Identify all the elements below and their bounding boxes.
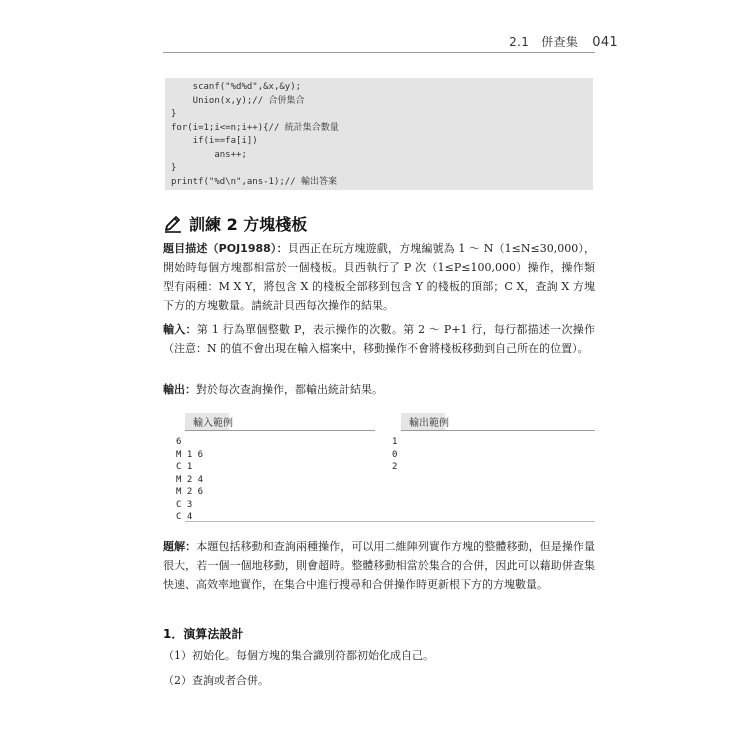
code-line: Union(x,y);// 合併集合 xyxy=(171,95,305,106)
code-block xyxy=(165,78,593,190)
sample-input-line: C 1 xyxy=(176,462,193,472)
problem-label: 題目描述（POJ1988）： xyxy=(163,242,288,255)
code-line: ans++; xyxy=(171,149,247,160)
problem-description xyxy=(163,239,595,315)
output-text: 對於每次查詢操作，都輸出統計結果。 xyxy=(196,383,383,396)
code-line: } xyxy=(171,163,177,173)
sample-output-column xyxy=(392,413,595,474)
code-line: scanf("%d%d",&x,&y); xyxy=(171,82,302,92)
pencil-icon xyxy=(163,215,183,233)
input-text: 第 1 行為單個整數 P，表示操作的次數。第 2 ～ P+1 行，每行都描述一次操作（注意：N 的值不會出現在輸入檔案中，移動操作不會將棧板移動到自己所在的位置）。 xyxy=(163,323,595,355)
problem-text: 貝西正在玩方塊遊戲，方塊編號為 1 ～ N（1≤N≤30,000），開始時每個方塊都相當於一個棧板。貝西執行了 P 次（1≤P≤100,000）操作，操作類型有兩種：M X Y，將包含 X 的棧板全部移到包含 Y 的棧板的頂部；C X，查詢 X 方塊下方的方塊數量。請統計貝西每次操作的結果。 xyxy=(163,242,595,312)
exercise-heading xyxy=(163,212,307,235)
sample-input-line: 6 xyxy=(176,437,182,447)
solution-label: 題解： xyxy=(163,540,197,553)
sample-output-header: 輸出範例 xyxy=(401,413,445,431)
header-title: 併查集 xyxy=(541,35,579,49)
solution-text: 本題包括移動和查詢兩種操作，可以用二維陣列實作方塊的整體移動，但是操作量很大，若一個一個地移動，則會超時。整體移動相當於集合的合併，因此可以藉助併查集快速、高效率地實作，在集合中進行搜尋和合併操作時更新根下方的方塊數量。 xyxy=(163,540,596,591)
sample-output-line: 1 xyxy=(392,437,398,447)
sample-input-header: 輸入範例 xyxy=(185,413,229,431)
sample-output-line: 0 xyxy=(392,449,398,460)
exercise-title: 訓練 2 方塊棧板 xyxy=(189,215,308,234)
code-line: if(i==fa[i]) xyxy=(171,136,258,146)
algorithm-step: （1）初始化。每個方塊的集合識別符都初始化成自己。 xyxy=(163,649,434,662)
header-rule xyxy=(163,52,595,53)
sample-input-rule xyxy=(185,430,375,431)
sample-input-column xyxy=(176,413,375,524)
algorithm-step: （2）查詢或者合併。 xyxy=(163,674,269,687)
code-line: } xyxy=(171,109,177,119)
sample-output-rule xyxy=(401,430,595,431)
solution-paragraph xyxy=(163,537,595,594)
sample-io-table xyxy=(176,413,595,522)
code-line: for(i=1;i<=n;i++){// 統計集合數量 xyxy=(171,122,339,133)
sample-input-line: M 2 6 xyxy=(176,487,204,497)
sample-input-line: C 3 xyxy=(176,499,193,510)
output-label: 輸出： xyxy=(163,383,196,396)
sample-input-line: M 1 6 xyxy=(176,449,204,460)
algorithm-heading: 1．演算法設計 xyxy=(163,627,244,641)
sample-output-line: 2 xyxy=(392,462,398,472)
sample-input-line: M 2 4 xyxy=(176,474,204,485)
code-line: printf("%d\n",ans-1);// 輸出答案 xyxy=(171,176,338,187)
header-section-number: 2.1 xyxy=(509,35,530,49)
input-label: 輸入： xyxy=(163,323,197,336)
output-description xyxy=(163,380,595,399)
input-description xyxy=(163,320,595,358)
running-header xyxy=(509,33,618,50)
page-number: 041 xyxy=(592,35,618,50)
sample-input-line: C 4 xyxy=(176,512,193,522)
